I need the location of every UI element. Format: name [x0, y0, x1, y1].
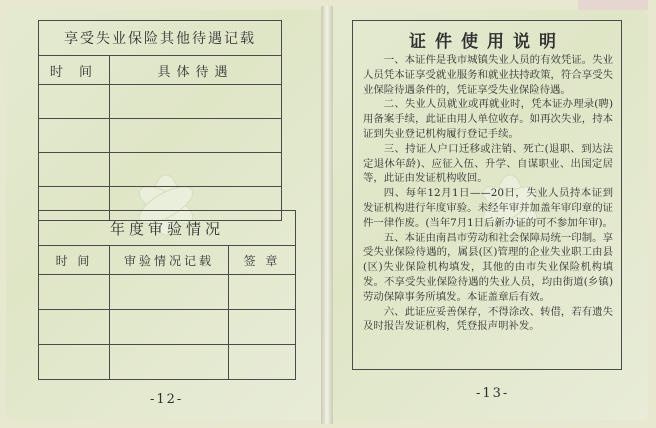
annual-review-table [38, 210, 296, 380]
table-cell [39, 85, 110, 119]
table-cell [110, 275, 229, 310]
header-signature-seal: 签 章 [229, 246, 296, 275]
table-cell [110, 85, 282, 119]
instruction-paragraph: 三、持证人户口迁移或注销、死亡(退职、到达法定退休年龄)、应征入伍、升学、自谋职业、出国定居等，此证由发证机构收回。 [363, 142, 613, 185]
table-cell [229, 345, 296, 380]
instruction-paragraph: 四、每年12月1日——20日，失业人员持本证到发证机构进行年度审验。未经年审并加盖年审印章的证件一律作废。(当年7月1日后新办证的可不参加年审)。 [363, 187, 613, 229]
page-number-left: -12- [150, 392, 184, 407]
header-time: 时 间 [39, 56, 110, 85]
table-cell [229, 310, 296, 345]
other-benefits-title: 享受失业保险其他待遇记载 [39, 21, 282, 56]
instruction-paragraph: 二、失业人员就业或再就业时，凭本证办理录(聘)用备案手续，此证由用人单位收存。如再次失业，持本证到失业登记机构履行登记手续。 [363, 98, 613, 140]
table-cell [110, 119, 282, 153]
instruction-paragraph: 一、本证件是我市城镇失业人员的有效凭证。失业人员凭本证享受就业服务和就业扶持政策，符合享受失业保险待遇条件的，凭证享受失业保险待遇。 [363, 54, 613, 96]
table-cell [39, 153, 110, 187]
table-cell [229, 275, 296, 310]
table-cell [39, 119, 110, 153]
table-cell [110, 310, 229, 345]
table-cell [39, 310, 110, 345]
instruction-paragraph: 六、此证应妥善保存，不得涂改、转借，若有遗失及时报告发证机构，凭登报声明补发。 [363, 305, 613, 333]
pink-sticker-fragment [578, 0, 648, 10]
header-review-record: 审验情况记载 [110, 246, 229, 275]
other-benefits-table [38, 20, 282, 221]
table-cell [110, 345, 229, 380]
book-spine [321, 6, 333, 424]
instruction-paragraph: 五、本证由南昌市劳动和社会保障局统一印制。享受失业保险待遇的，属县(区)管理的企业失业职工由县(区)失业保险机构填发，其他的由市失业保险机构填发。不享受失业保险待遇的失业人员，均由街道(乡镇)劳动保障事务所填发。本证盖章后有效。 [363, 231, 613, 303]
header-time: 时 间 [39, 246, 110, 275]
table-cell [39, 345, 110, 380]
annual-review-title: 年度审验情况 [39, 211, 296, 246]
usage-instructions-box [352, 20, 622, 370]
header-benefit-details: 具体待遇 [110, 56, 282, 85]
table-cell [39, 275, 110, 310]
page-number-right: -13- [476, 386, 510, 401]
instructions-body [363, 53, 613, 334]
page-title: 证件使用说明 [409, 32, 565, 52]
table-cell [110, 153, 282, 187]
